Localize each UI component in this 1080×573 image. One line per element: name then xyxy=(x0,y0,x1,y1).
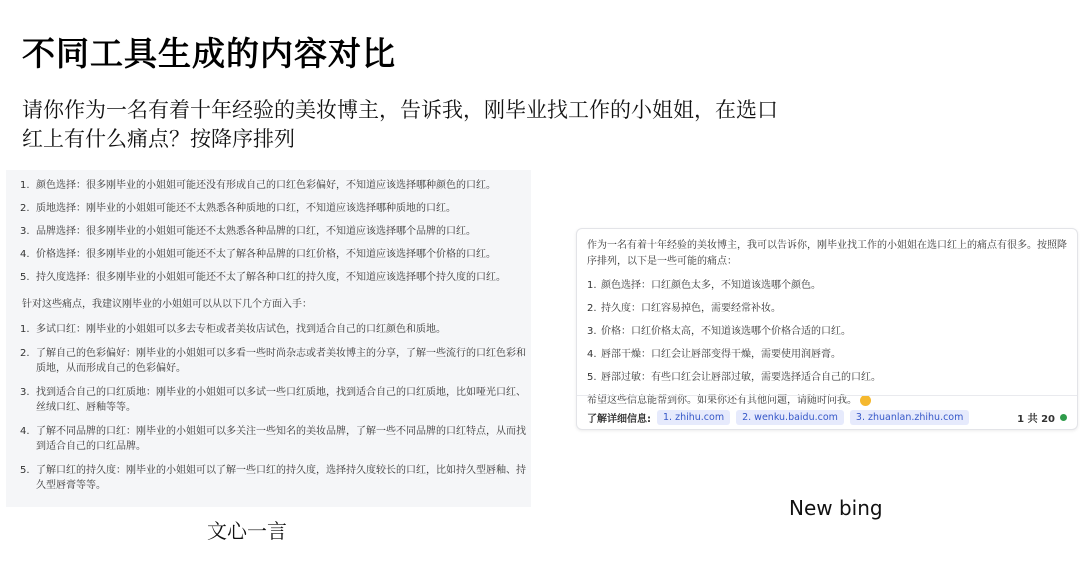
list-item xyxy=(587,324,1067,339)
list-item-text: 颜色选择：很多刚毕业的小姐姐可能还没有形成自己的口红色彩偏好，不知道应该选择哪种颜色的口红。 xyxy=(36,180,496,191)
list-item-text: 持久度选择：很多刚毕业的小姐姐可能还不太了解各种口红的持久度，不知道应该选择哪个持久度的口红。 xyxy=(36,272,506,283)
list-item-text: 颜色选择：口红颜色太多，不知道该选哪个颜色。 xyxy=(601,280,821,291)
list-item-number: 1. xyxy=(587,280,597,291)
list-item xyxy=(587,370,1067,385)
list-item-number: 1. xyxy=(20,324,30,335)
list-item-text: 价格：口红价格太高，不知道该选哪个价格合适的口红。 xyxy=(601,326,851,337)
list-item-number: 1. xyxy=(20,180,30,191)
prompt-text: 请你作为一名有着十年经验的美妆博主，告诉我，刚毕业找工作的小姐姐，在选口红上有什么痛点？按降序排列 xyxy=(22,98,778,151)
bing-sources-bar xyxy=(577,395,1077,429)
status-dot-icon xyxy=(1060,414,1067,421)
list-item xyxy=(20,224,531,239)
bing-points-list xyxy=(587,278,1067,385)
list-item-number: 4. xyxy=(20,426,30,437)
wenxin-suggestions-list xyxy=(20,322,531,493)
list-item-number: 4. xyxy=(20,249,30,260)
turn-counter-text: 1 共 20 xyxy=(1017,413,1055,425)
list-item xyxy=(20,424,531,454)
list-item xyxy=(20,201,531,216)
sources-label: 了解详细信息: xyxy=(587,413,651,425)
list-item-text: 了解不同品牌的口红：刚毕业的小姐姐可以多关注一些知名的美妆品牌，了解一些不同品牌的口红特点，从而找到适合自己的口红品牌。 xyxy=(36,426,526,452)
list-item xyxy=(20,322,531,337)
list-item-text: 找到适合自己的口红质地：刚毕业的小姐姐可以多试一些口红质地，找到适合自己的口红质地，比如哑光口红、丝绒口红、唇釉等等。 xyxy=(36,387,526,413)
list-item-text: 唇部过敏：有些口红会让唇部过敏，需要选择适合自己的口红。 xyxy=(601,372,881,383)
turn-counter xyxy=(1017,410,1067,425)
list-item-number: 3. xyxy=(20,387,30,398)
list-item xyxy=(20,247,531,262)
list-item-text: 了解自己的色彩偏好：刚毕业的小姐姐可以多看一些时尚杂志或者美妆博主的分享，了解一些流行的口红色彩和质地，从而形成自己的色彩偏好。 xyxy=(36,348,526,374)
list-item-text: 多试口红：刚毕业的小姐姐可以多去专柜或者美妆店试色，找到适合自己的口红颜色和质地。 xyxy=(36,324,446,335)
bing-closing-text: 希望这些信息能帮到你。如果你还有其他问题，请随时问我。 xyxy=(587,395,857,406)
source-link-1[interactable]: 1. zhihu.com xyxy=(657,410,730,425)
list-item xyxy=(20,385,531,415)
wenxin-response-panel xyxy=(6,170,531,507)
list-item-number: 3. xyxy=(20,226,30,237)
source-link-3[interactable]: 3. zhuanlan.zhihu.com xyxy=(850,410,969,425)
bing-response-card xyxy=(576,228,1078,430)
list-item-number: 3. xyxy=(587,326,597,337)
list-item-number: 5. xyxy=(587,372,597,383)
list-item xyxy=(20,178,531,193)
list-item-number: 2. xyxy=(587,303,597,314)
list-item-number: 5. xyxy=(20,465,30,476)
list-item xyxy=(587,301,1067,316)
list-item xyxy=(20,346,531,376)
list-item xyxy=(587,347,1067,362)
bing-caption: New bing xyxy=(789,496,883,520)
list-item xyxy=(20,270,531,285)
wenxin-caption: 文心一言 xyxy=(207,519,287,543)
list-item xyxy=(20,463,531,493)
list-item-text: 持久度：口红容易掉色，需要经常补妆。 xyxy=(601,303,781,314)
bing-intro: 作为一名有着十年经验的美妆博主，我可以告诉你，刚毕业找工作的小姐姐在选口红上的痛点有很多。按照降序排列，以下是一些可能的痛点： xyxy=(587,240,1067,267)
wenxin-pain-points-list xyxy=(20,178,531,285)
list-item-number: 2. xyxy=(20,203,30,214)
list-item-text: 质地选择：刚毕业的小姐姐可能还不太熟悉各种质地的口红，不知道应该选择哪种质地的口红。 xyxy=(36,203,456,214)
list-item-number: 4. xyxy=(587,349,597,360)
list-item-number: 2. xyxy=(20,348,30,359)
list-item-text: 价格选择：很多刚毕业的小姐姐可能还不太了解各种品牌的口红价格，不知道应该选择哪个价格的口红。 xyxy=(36,249,496,260)
wenxin-transition: 针对这些痛点，我建议刚毕业的小姐姐可以从以下几个方面入手： xyxy=(22,299,312,310)
source-link-2[interactable]: 2. wenku.baidu.com xyxy=(736,410,844,425)
list-item-text: 了解口红的持久度：刚毕业的小姐姐可以了解一些口红的持久度，选择持久度较长的口红，比如持久型唇釉、持久型唇膏等等。 xyxy=(36,465,526,491)
list-item-text: 唇部干燥：口红会让唇部变得干燥，需要使用润唇膏。 xyxy=(601,349,841,360)
page-title: 不同工具生成的内容对比 xyxy=(22,34,396,73)
list-item xyxy=(587,278,1067,293)
list-item-number: 5. xyxy=(20,272,30,283)
list-item-text: 品牌选择：很多刚毕业的小姐姐可能还不太熟悉各种品牌的口红，不知道应该选择哪个品牌的口红。 xyxy=(36,226,476,237)
